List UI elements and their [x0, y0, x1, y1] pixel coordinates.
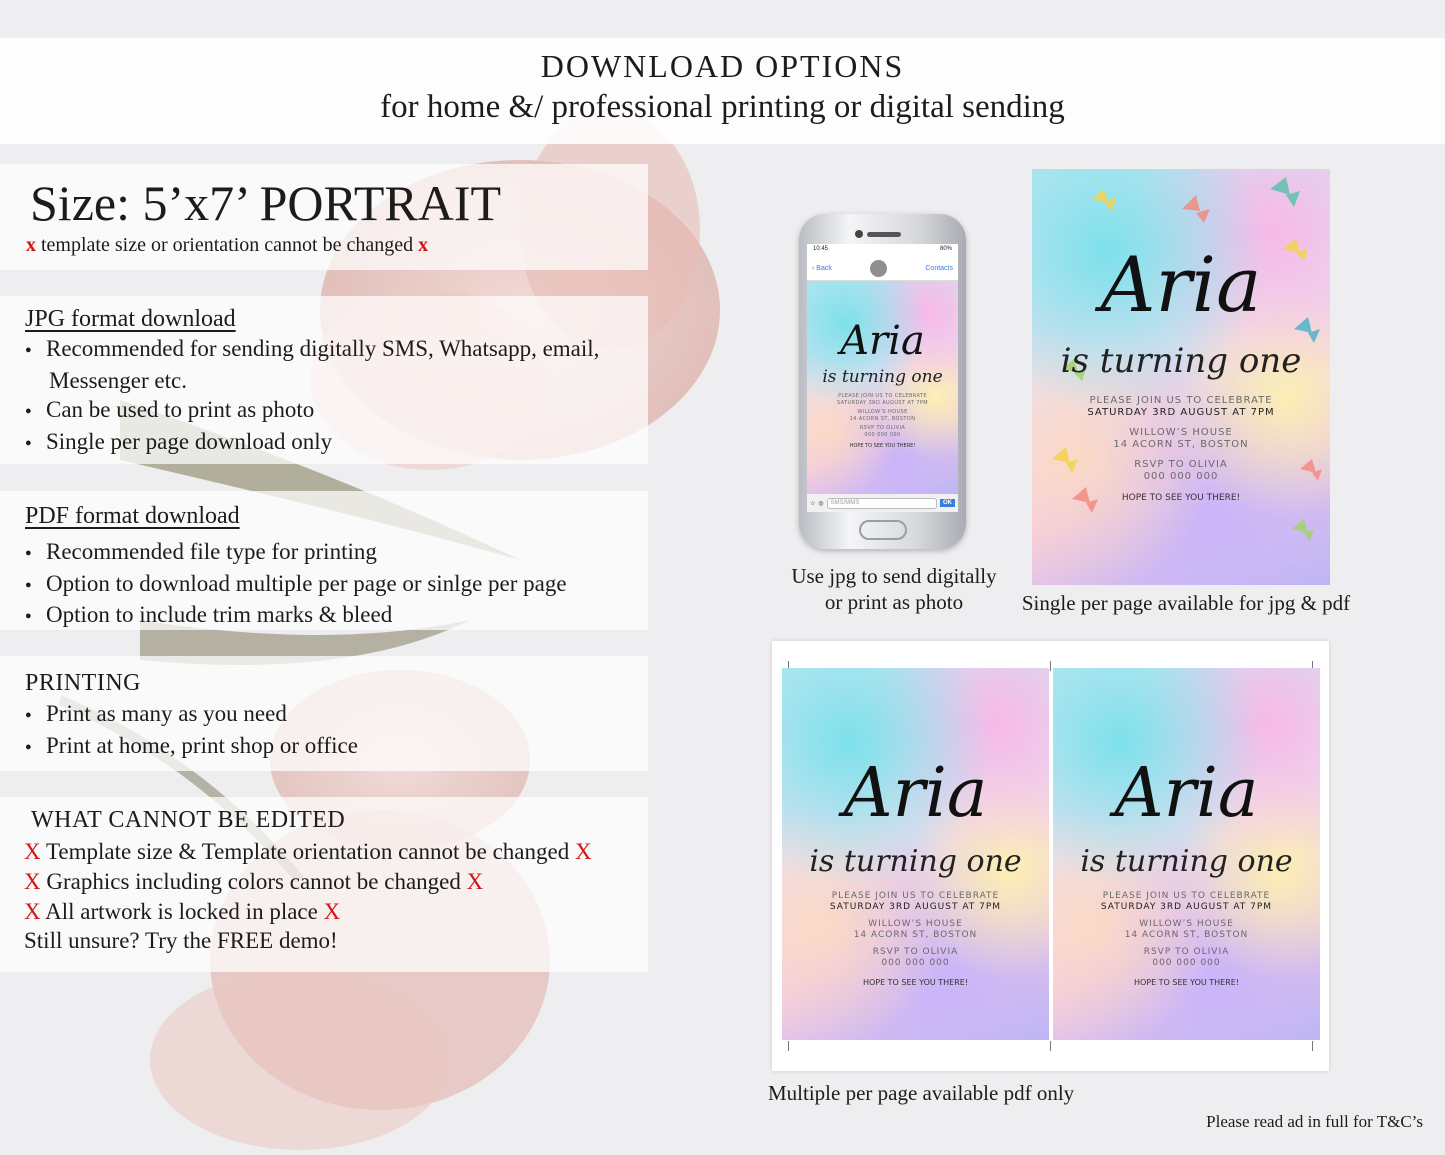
phone-mockup: [799, 214, 966, 549]
invite-venue: WILLOW’S HOUSE: [868, 919, 963, 929]
x-mark-icon: X: [24, 898, 41, 924]
invite-hope: HOPE TO SEE YOU THERE!: [862, 978, 969, 987]
pdf-title: PDF format download: [25, 503, 240, 529]
list-item: ● Can be used to print as photo: [25, 395, 599, 427]
invite-venue: WILLOW’S HOUSE: [1129, 427, 1233, 438]
send-button: OK: [940, 499, 955, 507]
status-bar: [807, 244, 958, 256]
x-mark-icon: X: [24, 868, 41, 894]
list-item: ● Print as many as you need: [25, 699, 358, 731]
invite-name: Aria: [1114, 754, 1259, 833]
invite-turning: is turning one: [809, 844, 1022, 879]
home-button-icon: [859, 520, 907, 540]
printing-title: PRINTING: [25, 670, 141, 696]
x-mark-icon: x: [418, 234, 429, 256]
page-subtitle: for home &/ professional printing or digital sending: [380, 89, 1065, 125]
status-time: 10:45: [813, 246, 829, 252]
invite-hope: HOPE TO SEE YOU THERE!: [1133, 978, 1240, 987]
x-mark-icon: X: [466, 868, 484, 894]
printing-panel: [0, 656, 648, 771]
x-mark-icon: X: [323, 898, 341, 924]
list-item: ● Option to include trim marks & bleed: [25, 600, 567, 632]
invite-turning: is turning one: [1080, 844, 1293, 879]
invite-name: Aria: [1100, 240, 1262, 329]
invite-phone: 000 000 000: [1152, 958, 1221, 968]
invite-address: 14 ACORN ST, BOSTON: [853, 930, 978, 940]
camera-icon: [855, 230, 863, 238]
list-item: ● Recommended file type for printing: [25, 537, 567, 569]
list-item: ● Option to download multiple per page or sinlge per page: [25, 569, 567, 601]
phone-caption-line2: or print as photo: [824, 590, 964, 614]
invite-join: PLEASE JOIN US TO CELEBRATE: [838, 393, 927, 399]
apps-icon: ◎: [818, 500, 824, 507]
footer-note: Please read ad in full for T&C’s: [1206, 1112, 1423, 1131]
header-banner: [0, 38, 1445, 144]
camera-icon: ☆: [810, 500, 816, 507]
size-title: Size: 5’x7’ PORTRAIT: [30, 175, 502, 231]
contact-avatar-icon: [870, 260, 887, 277]
invite-hope: HOPE TO SEE YOU THERE!: [1121, 493, 1241, 503]
phone-caption-line1: Use jpg to send digitally: [791, 564, 997, 588]
list-item: ● Recommended for sending digitally SMS, Whatsapp, email, Messenger etc.: [25, 334, 599, 395]
jpg-title: JPG format download: [25, 306, 236, 332]
size-note-text: template size or orientation cannot be changed: [41, 234, 414, 256]
invite-phone: 000 000 000: [864, 431, 901, 438]
not-editable-panel: [0, 797, 648, 972]
jpg-panel: [0, 296, 648, 464]
demo-text: Still unsure? Try the FREE demo!: [24, 928, 338, 954]
invite-venue: WILLOW’S HOUSE: [1139, 919, 1234, 929]
back-link: ‹ Back: [812, 264, 832, 272]
phone-caption: [776, 563, 1012, 615]
x-mark-icon: x: [26, 234, 36, 256]
invitation-single-page: [1032, 169, 1330, 585]
list-item: ● Print at home, print shop or office: [25, 731, 358, 763]
invite-phone: 000 000 000: [1143, 471, 1219, 482]
x-mark-icon: X: [574, 839, 592, 864]
message-input: SMS/MMS: [827, 498, 937, 509]
message-nav-bar: [807, 256, 958, 281]
list-item: X Template size & Template orientation cannot be changed X: [24, 839, 592, 864]
invite-rsvp: RSVP TO OLIVIA: [872, 947, 959, 957]
invite-address: 14 ACORN ST, BOSTON: [1124, 930, 1249, 940]
invite-join: PLEASE JOIN US TO CELEBRATE: [1089, 395, 1273, 406]
multiple-per-page-sheet: [772, 641, 1329, 1071]
invite-address: 14 ACORN ST, BOSTON: [1113, 439, 1249, 450]
speaker-icon: [867, 232, 901, 237]
not-editable-lines: [24, 837, 592, 956]
not-editable-title: WHAT CANNOT BE EDITED: [31, 807, 346, 833]
invite-rsvp: RSVP TO OLIVIA: [859, 425, 906, 431]
invite-venue: WILLOW’S HOUSE: [857, 409, 908, 415]
invite-turning: is turning one: [822, 367, 943, 387]
invite-name: Aria: [843, 754, 988, 833]
invitation-preview-phone: [807, 281, 958, 494]
invite-phone: 000 000 000: [881, 958, 950, 968]
phone-screen: [807, 244, 958, 512]
invite-hope: HOPE TO SEE YOU THERE!: [849, 443, 916, 449]
invite-date: SATURDAY 3RD AUGUST AT 7PM: [829, 902, 1002, 912]
invite-turning: is turning one: [1060, 341, 1302, 381]
invite-rsvp: RSVP TO OLIVIA: [1134, 459, 1228, 470]
invite-address: 14 ACORN ST, BOSTON: [849, 415, 916, 422]
invitation-sheet-right: [1053, 668, 1320, 1040]
trim-mark: [1050, 661, 1051, 671]
invite-join: PLEASE JOIN US TO CELEBRATE: [1102, 891, 1271, 901]
size-note: [26, 234, 428, 257]
invite-date: SATURDAY 3RD AUGUST AT 7PM: [1087, 407, 1275, 418]
jpg-list: [25, 334, 599, 458]
pdf-list: [25, 537, 567, 632]
trim-mark: [1312, 1041, 1313, 1051]
invite-rsvp: RSVP TO OLIVIA: [1143, 947, 1230, 957]
single-caption: Single per page available for jpg & pdf: [1021, 591, 1351, 615]
page-title: DOWNLOAD OPTIONS: [540, 48, 905, 84]
invite-name: Aria: [840, 318, 925, 364]
invite-date: SATURDAY 3RD AUGUST AT 7PM: [1100, 902, 1273, 912]
pdf-panel: [0, 491, 648, 630]
invite-date: SATURDAY 3RD AUGUST AT 7PM: [836, 399, 929, 406]
list-item: X All artwork is locked in place X: [24, 898, 341, 924]
x-mark-icon: X: [24, 839, 41, 864]
trim-mark: [1050, 1041, 1051, 1051]
contacts-link: Contacts: [925, 264, 953, 272]
status-battery: 80%: [939, 246, 952, 252]
size-panel: [0, 164, 648, 270]
list-item: X Graphics including colors cannot be changed X: [24, 868, 484, 894]
printing-list: [25, 699, 358, 762]
invitation-sheet-left: [782, 668, 1049, 1040]
list-item: ● Single per page download only: [25, 427, 599, 459]
invite-join: PLEASE JOIN US TO CELEBRATE: [831, 891, 1000, 901]
multiple-caption: Multiple per page available pdf only: [768, 1081, 1075, 1105]
message-input-bar: [807, 494, 958, 512]
trim-mark: [788, 1041, 789, 1051]
